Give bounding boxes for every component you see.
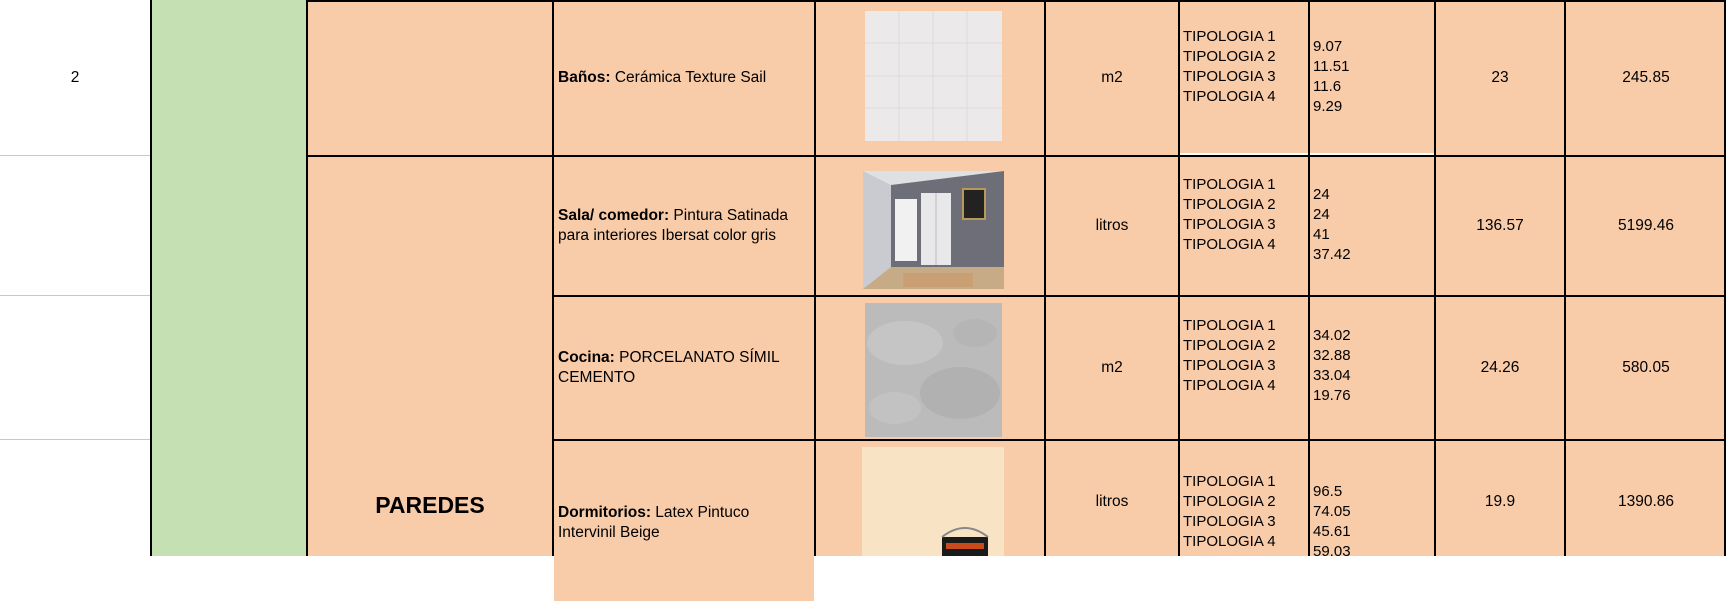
unit-price-value: 136.57 (1476, 217, 1524, 234)
quantity-item: 34.02 (1313, 327, 1351, 344)
unit-value: m2 (1101, 359, 1123, 376)
grey-painted-room-photo (863, 171, 1004, 289)
paint-bucket-graphic (862, 447, 1004, 556)
total-cell (1566, 297, 1726, 439)
tipologia-item: TIPOLOGIA 3 (1183, 513, 1276, 530)
total-value: 5199.46 (1617, 217, 1675, 234)
total-cell (1566, 0, 1726, 155)
unit-price-cell (1436, 157, 1564, 295)
paint-bucket-photo (862, 447, 1004, 556)
grid-line (1434, 0, 1436, 556)
material-name: Latex Pintuco Intervinil Beige (558, 504, 750, 541)
total-value: 580.05 (1622, 359, 1670, 376)
cement-porcelain-swatch (865, 303, 1002, 437)
tipologia-item: TIPOLOGIA 2 (1183, 196, 1276, 213)
quantity-list (1310, 37, 1434, 153)
unit-price-cell (1436, 441, 1564, 556)
quantity-item: 11.6 (1313, 78, 1342, 95)
tipologia-item: TIPOLOGIA 4 (1183, 533, 1276, 550)
tipologia-item: TIPOLOGIA 1 (1183, 473, 1276, 490)
grid-line (306, 0, 1726, 2)
quantity-item: 11.51 (1313, 58, 1350, 75)
tipologia-item: TIPOLOGIA 1 (1183, 28, 1276, 45)
total-cell (1566, 441, 1726, 556)
ceramic-tile-swatch (865, 11, 1002, 141)
quantity-item: 32.88 (1313, 347, 1351, 364)
unit-cell (1046, 441, 1178, 556)
unit-cell (1046, 297, 1178, 439)
material-image-cell (816, 441, 1044, 556)
quantity-item: 37.42 (1313, 246, 1351, 263)
total-cell (1566, 157, 1726, 295)
tipologia-item: TIPOLOGIA 2 (1183, 337, 1276, 354)
grid-line (552, 0, 554, 556)
unit-cell (1046, 157, 1178, 295)
unit-value: m2 (1101, 68, 1123, 86)
unit-price-value: 24.26 (1480, 359, 1520, 376)
quantity-item: 96.5 (1313, 483, 1343, 500)
quantity-item: 45.61 (1313, 523, 1351, 540)
tipologia-item: TIPOLOGIA 1 (1183, 317, 1276, 334)
quantity-item: 19.76 (1313, 387, 1351, 404)
grid-line (1044, 0, 1046, 556)
area-label: Dormitorios: (558, 504, 651, 521)
tipologia-item: TIPOLOGIA 2 (1183, 493, 1276, 510)
category-color-column (152, 0, 306, 556)
quantity-list (1310, 157, 1434, 295)
unit-price-cell (1436, 297, 1564, 439)
quantity-list (1310, 297, 1434, 439)
quantity-cell-bg (1310, 0, 1434, 37)
material-description (554, 0, 814, 155)
unit-value: litros (1095, 217, 1129, 234)
grid-line (552, 439, 1726, 441)
tile-grid-graphic (865, 11, 1002, 141)
tipologia-item: TIPOLOGIA 4 (1183, 377, 1276, 394)
category-cell-paredes (308, 157, 552, 556)
category-heading: PAREDES (375, 492, 485, 518)
grid-line (814, 0, 816, 556)
tipologia-cell-bg (1180, 0, 1308, 27)
tipologia-item: TIPOLOGIA 3 (1183, 68, 1276, 85)
quantity-item: 24 (1313, 186, 1330, 203)
area-label: Baños: (558, 68, 611, 86)
tipologia-item: TIPOLOGIA 1 (1183, 176, 1276, 193)
row-divider (0, 155, 150, 156)
unit-price-value: 23 (1491, 68, 1509, 86)
unit-price-cell (1436, 0, 1564, 155)
quantity-item: 41 (1313, 226, 1330, 243)
quantity-item: 74.05 (1313, 503, 1351, 520)
unit-value: litros (1095, 492, 1129, 510)
material-description (554, 297, 814, 439)
material-name: Pintura Satinada para interiores Ibersat color gris (558, 207, 789, 244)
quantity-item: 33.04 (1313, 367, 1351, 384)
grid-line (1308, 0, 1310, 556)
unit-price-value: 19.9 (1484, 492, 1516, 510)
item-number-cell (0, 0, 150, 155)
material-image-cell (816, 297, 1044, 439)
tipologia-list (1180, 297, 1308, 439)
quantity-item: 9.29 (1313, 98, 1343, 115)
material-description (554, 441, 814, 601)
item-number: 2 (70, 68, 80, 86)
row-divider (0, 295, 150, 296)
tipologia-list (1180, 157, 1308, 295)
total-value: 1390.86 (1617, 492, 1675, 510)
grid-line (306, 0, 308, 556)
grid-line (306, 155, 1726, 157)
grid-line (552, 295, 1726, 297)
tipologia-item: TIPOLOGIA 2 (1183, 48, 1276, 65)
tipologia-item: TIPOLOGIA 4 (1183, 88, 1276, 105)
quantity-list (1310, 441, 1434, 556)
material-image-cell (816, 157, 1044, 295)
room-illustration (863, 171, 1004, 289)
grid-line (1178, 0, 1180, 556)
material-image-cell (816, 0, 1044, 155)
area-label: Cocina: (558, 349, 615, 366)
tipologia-list (1180, 441, 1308, 556)
material-name: Cerámica Texture Sail (610, 68, 767, 86)
tipologia-item: TIPOLOGIA 3 (1183, 357, 1276, 374)
grid-line (150, 0, 152, 556)
area-label: Sala/ comedor: (558, 207, 670, 224)
tipologia-list (1180, 27, 1308, 153)
row-divider (0, 439, 150, 440)
category-cell-empty (308, 0, 552, 155)
material-name: PORCELANATO SÍMIL CEMENTO (558, 349, 780, 386)
total-value: 245.85 (1622, 68, 1670, 86)
tipologia-item: TIPOLOGIA 4 (1183, 236, 1276, 253)
quantity-item: 9.07 (1313, 38, 1343, 55)
quantity-item: 59.03 (1313, 543, 1351, 556)
unit-cell (1046, 0, 1178, 155)
grid-line (1564, 0, 1566, 556)
cement-texture-graphic (865, 303, 1002, 437)
tipologia-item: TIPOLOGIA 3 (1183, 216, 1276, 233)
quantity-item: 24 (1313, 206, 1330, 223)
material-description (554, 157, 814, 295)
